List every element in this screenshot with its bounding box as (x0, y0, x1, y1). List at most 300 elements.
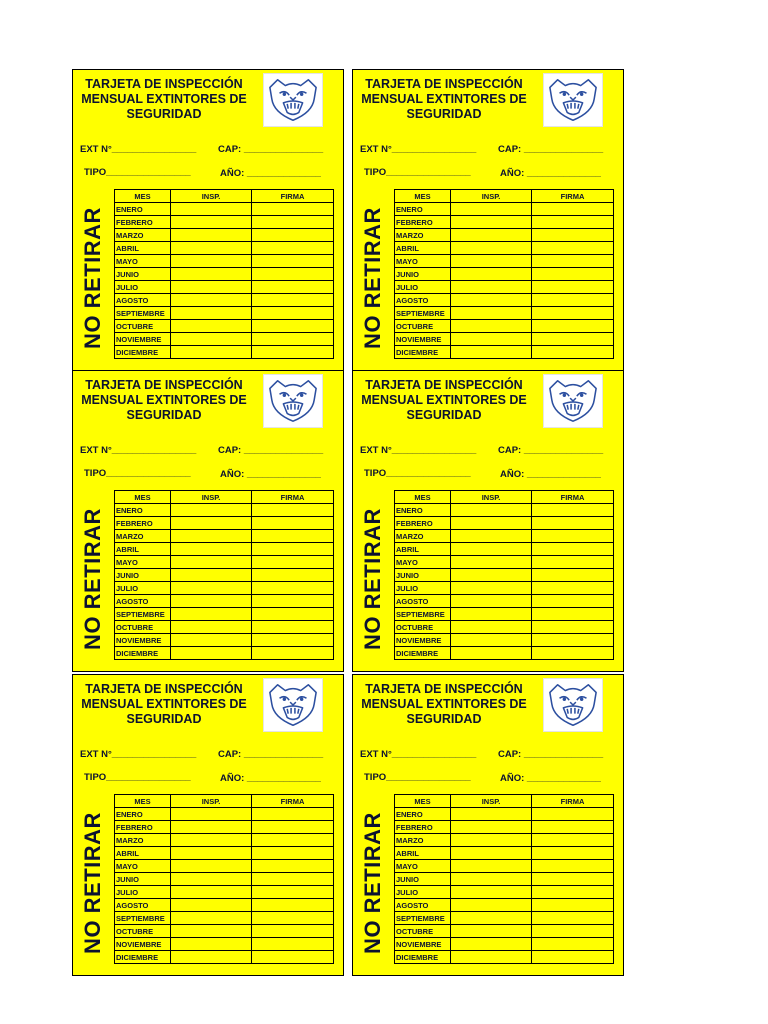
signature-cell (252, 912, 334, 925)
month-cell: MAYO (115, 556, 171, 569)
inspection-cell (451, 268, 532, 281)
month-cell: JUNIO (115, 569, 171, 582)
table-header-row (395, 491, 614, 504)
signature-cell (532, 808, 614, 821)
inspection-cell (171, 320, 252, 333)
column-header-month: MES (115, 190, 171, 203)
column-header-month: MES (395, 491, 451, 504)
ext-number-field: EXT N°________________ (80, 144, 197, 155)
table-row (115, 294, 334, 307)
no-retirar-label: NO RETIRAR (80, 207, 105, 349)
inspection-card (352, 674, 624, 976)
inspection-card (352, 69, 624, 371)
table-header-row (115, 795, 334, 808)
month-cell: OCTUBRE (395, 621, 451, 634)
signature-cell (252, 899, 334, 912)
inspection-cell (171, 268, 252, 281)
signature-cell (532, 203, 614, 216)
table-row (395, 203, 614, 216)
signature-cell (532, 255, 614, 268)
signature-cell (252, 860, 334, 873)
month-cell: JULIO (115, 281, 171, 294)
year-field: AÑO: ______________ (500, 168, 601, 179)
month-cell: NOVIEMBRE (395, 938, 451, 951)
cougar-logo-icon (263, 678, 323, 732)
table-row (115, 582, 334, 595)
signature-cell (532, 346, 614, 359)
ext-number-field: EXT N°________________ (80, 445, 197, 456)
inspection-cell (171, 504, 252, 517)
signature-cell (532, 886, 614, 899)
card-title: TARJETA DE INSPECCIÓN MENSUAL EXTINTORES DE SEGURIDAD (81, 77, 247, 121)
signature-cell (532, 281, 614, 294)
inspection-cell (171, 569, 252, 582)
table-row (115, 860, 334, 873)
signature-cell (252, 294, 334, 307)
column-header-inspection: INSP. (171, 190, 252, 203)
inspection-cell (451, 925, 532, 938)
inspection-cell (451, 530, 532, 543)
table-row (395, 886, 614, 899)
month-cell: AGOSTO (115, 899, 171, 912)
month-cell: DICIEMBRE (395, 951, 451, 964)
table-row (115, 320, 334, 333)
inspection-cell (451, 951, 532, 964)
table-row (395, 216, 614, 229)
signature-cell (252, 556, 334, 569)
table-row (395, 281, 614, 294)
monthly-inspection-table (394, 490, 614, 660)
signature-cell (252, 320, 334, 333)
month-cell: DICIEMBRE (395, 647, 451, 660)
signature-cell (532, 268, 614, 281)
month-cell: MARZO (395, 834, 451, 847)
monthly-inspection-table (394, 794, 614, 964)
signature-cell (532, 543, 614, 556)
table-row (395, 808, 614, 821)
signature-cell (532, 834, 614, 847)
card-title: TARJETA DE INSPECCIÓN MENSUAL EXTINTORES DE SEGURIDAD (361, 682, 527, 726)
signature-cell (252, 886, 334, 899)
signature-cell (252, 543, 334, 556)
inspection-cell (451, 242, 532, 255)
signature-cell (532, 621, 614, 634)
signature-cell (532, 569, 614, 582)
inspection-cell (451, 281, 532, 294)
table-row (395, 821, 614, 834)
inspection-cell (171, 530, 252, 543)
capacity-field: CAP: _______________ (218, 445, 324, 456)
month-cell: JULIO (115, 886, 171, 899)
month-cell: OCTUBRE (395, 320, 451, 333)
inspection-cell (451, 808, 532, 821)
signature-cell (532, 847, 614, 860)
month-cell: ENERO (395, 504, 451, 517)
table-row (395, 530, 614, 543)
table-row (395, 582, 614, 595)
signature-cell (532, 294, 614, 307)
month-cell: OCTUBRE (395, 925, 451, 938)
signature-cell (532, 647, 614, 660)
table-row (395, 307, 614, 320)
table-row (395, 834, 614, 847)
inspection-cell (171, 333, 252, 346)
inspection-cell (451, 834, 532, 847)
inspection-cell (451, 203, 532, 216)
month-cell: ABRIL (395, 847, 451, 860)
inspection-cell (451, 556, 532, 569)
table-row (115, 595, 334, 608)
month-cell: JUNIO (395, 569, 451, 582)
table-row (395, 333, 614, 346)
inspection-cell (171, 808, 252, 821)
table-row (395, 556, 614, 569)
month-cell: ENERO (115, 808, 171, 821)
month-cell: JUNIO (395, 873, 451, 886)
signature-cell (532, 925, 614, 938)
table-row (395, 899, 614, 912)
table-row (115, 333, 334, 346)
card-title: TARJETA DE INSPECCIÓN MENSUAL EXTINTORES DE SEGURIDAD (81, 682, 247, 726)
inspection-cell (451, 621, 532, 634)
table-row (395, 925, 614, 938)
month-cell: OCTUBRE (115, 621, 171, 634)
table-row (115, 886, 334, 899)
table-row (115, 834, 334, 847)
inspection-cell (451, 229, 532, 242)
table-row (115, 569, 334, 582)
month-cell: JULIO (395, 281, 451, 294)
no-retirar-label: NO RETIRAR (360, 508, 385, 650)
signature-cell (252, 517, 334, 530)
inspection-cell (171, 517, 252, 530)
signature-cell (532, 307, 614, 320)
table-row (115, 242, 334, 255)
inspection-cell (171, 281, 252, 294)
month-cell: FEBRERO (115, 517, 171, 530)
month-cell: SEPTIEMBRE (115, 608, 171, 621)
table-row (115, 847, 334, 860)
month-cell: AGOSTO (395, 595, 451, 608)
table-header-row (115, 491, 334, 504)
inspection-cell (451, 847, 532, 860)
column-header-inspection: INSP. (451, 491, 532, 504)
cougar-logo-icon (543, 73, 603, 127)
type-field: TIPO________________ (364, 468, 471, 479)
inspection-cell (171, 582, 252, 595)
table-row (115, 216, 334, 229)
signature-cell (252, 216, 334, 229)
inspection-cell (451, 320, 532, 333)
month-cell: DICIEMBRE (115, 647, 171, 660)
inspection-cell (451, 899, 532, 912)
inspection-cell (171, 847, 252, 860)
table-row (115, 899, 334, 912)
table-row (115, 938, 334, 951)
table-row (115, 268, 334, 281)
month-cell: DICIEMBRE (115, 951, 171, 964)
month-cell: ENERO (395, 808, 451, 821)
signature-cell (252, 847, 334, 860)
inspection-cell (171, 242, 252, 255)
signature-cell (532, 229, 614, 242)
card-title: TARJETA DE INSPECCIÓN MENSUAL EXTINTORES DE SEGURIDAD (361, 77, 527, 121)
table-row (115, 530, 334, 543)
table-header-row (115, 190, 334, 203)
month-cell: ABRIL (395, 543, 451, 556)
capacity-field: CAP: _______________ (498, 144, 604, 155)
signature-cell (252, 925, 334, 938)
ext-number-field: EXT N°________________ (360, 144, 477, 155)
inspection-cell (171, 255, 252, 268)
signature-cell (532, 530, 614, 543)
month-cell: AGOSTO (115, 294, 171, 307)
table-row (395, 229, 614, 242)
column-header-inspection: INSP. (171, 491, 252, 504)
month-cell: OCTUBRE (115, 925, 171, 938)
column-header-signature: FIRMA (532, 795, 614, 808)
month-cell: FEBRERO (115, 821, 171, 834)
table-row (115, 543, 334, 556)
column-header-month: MES (115, 491, 171, 504)
monthly-inspection-table (114, 490, 334, 660)
month-cell: JULIO (395, 886, 451, 899)
table-row (395, 647, 614, 660)
month-cell: NOVIEMBRE (395, 634, 451, 647)
table-row (395, 860, 614, 873)
ext-number-field: EXT N°________________ (360, 445, 477, 456)
no-retirar-label: NO RETIRAR (80, 508, 105, 650)
month-cell: MAYO (395, 255, 451, 268)
signature-cell (532, 595, 614, 608)
table-row (115, 647, 334, 660)
signature-cell (252, 203, 334, 216)
table-row (395, 634, 614, 647)
table-row (395, 938, 614, 951)
inspection-cell (171, 821, 252, 834)
inspection-cell (171, 543, 252, 556)
table-row (395, 346, 614, 359)
signature-cell (252, 333, 334, 346)
table-header-row (395, 795, 614, 808)
month-cell: NOVIEMBRE (115, 938, 171, 951)
column-header-month: MES (115, 795, 171, 808)
month-cell: ENERO (115, 504, 171, 517)
type-field: TIPO________________ (84, 468, 191, 479)
signature-cell (252, 242, 334, 255)
month-cell: MARZO (115, 229, 171, 242)
inspection-cell (171, 608, 252, 621)
inspection-card (72, 370, 344, 672)
year-field: AÑO: ______________ (220, 773, 321, 784)
column-header-inspection: INSP. (171, 795, 252, 808)
table-row (115, 621, 334, 634)
signature-cell (252, 951, 334, 964)
table-row (395, 595, 614, 608)
table-row (115, 255, 334, 268)
inspection-card (72, 69, 344, 371)
month-cell: FEBRERO (395, 821, 451, 834)
capacity-field: CAP: _______________ (498, 749, 604, 760)
signature-cell (252, 530, 334, 543)
signature-cell (252, 647, 334, 660)
month-cell: NOVIEMBRE (115, 634, 171, 647)
inspection-cell (451, 255, 532, 268)
type-field: TIPO________________ (84, 167, 191, 178)
month-cell: JUNIO (115, 268, 171, 281)
inspection-cell (451, 216, 532, 229)
capacity-field: CAP: _______________ (218, 749, 324, 760)
month-cell: MARZO (395, 229, 451, 242)
ext-number-field: EXT N°________________ (80, 749, 197, 760)
month-cell: JUNIO (115, 873, 171, 886)
year-field: AÑO: ______________ (500, 773, 601, 784)
month-cell: MAYO (115, 255, 171, 268)
table-row (395, 951, 614, 964)
signature-cell (252, 281, 334, 294)
signature-cell (532, 556, 614, 569)
table-row (395, 294, 614, 307)
inspection-cell (451, 873, 532, 886)
inspection-cell (451, 569, 532, 582)
inspection-cell (171, 860, 252, 873)
table-row (115, 307, 334, 320)
signature-cell (532, 582, 614, 595)
inspection-cell (171, 925, 252, 938)
signature-cell (252, 268, 334, 281)
inspection-cell (171, 346, 252, 359)
signature-cell (532, 504, 614, 517)
year-field: AÑO: ______________ (220, 168, 321, 179)
column-header-signature: FIRMA (252, 491, 334, 504)
inspection-cell (171, 951, 252, 964)
inspection-cell (451, 647, 532, 660)
signature-cell (532, 873, 614, 886)
signature-cell (532, 608, 614, 621)
capacity-field: CAP: _______________ (218, 144, 324, 155)
table-row (115, 951, 334, 964)
table-header-row (395, 190, 614, 203)
inspection-cell (171, 307, 252, 320)
monthly-inspection-table (394, 189, 614, 359)
inspection-cell (451, 608, 532, 621)
column-header-signature: FIRMA (252, 795, 334, 808)
signature-cell (532, 912, 614, 925)
inspection-cell (451, 821, 532, 834)
month-cell: ABRIL (115, 242, 171, 255)
signature-cell (532, 821, 614, 834)
no-retirar-label: NO RETIRAR (360, 207, 385, 349)
table-row (395, 873, 614, 886)
signature-cell (252, 595, 334, 608)
month-cell: ABRIL (115, 847, 171, 860)
signature-cell (252, 873, 334, 886)
signature-cell (252, 307, 334, 320)
inspection-cell (451, 595, 532, 608)
signature-cell (252, 229, 334, 242)
inspection-cell (451, 912, 532, 925)
table-row (395, 912, 614, 925)
month-cell: SEPTIEMBRE (395, 912, 451, 925)
table-row (115, 808, 334, 821)
inspection-cell (171, 229, 252, 242)
month-cell: SEPTIEMBRE (115, 307, 171, 320)
month-cell: MARZO (395, 530, 451, 543)
table-row (115, 821, 334, 834)
signature-cell (252, 582, 334, 595)
card-title: TARJETA DE INSPECCIÓN MENSUAL EXTINTORES DE SEGURIDAD (361, 378, 527, 422)
table-row (115, 229, 334, 242)
table-row (115, 504, 334, 517)
table-row (115, 517, 334, 530)
cougar-logo-icon (543, 678, 603, 732)
month-cell: ENERO (395, 203, 451, 216)
type-field: TIPO________________ (364, 772, 471, 783)
table-row (115, 912, 334, 925)
inspection-cell (451, 517, 532, 530)
signature-cell (252, 346, 334, 359)
month-cell: JUNIO (395, 268, 451, 281)
table-row (395, 242, 614, 255)
inspection-cell (171, 899, 252, 912)
signature-cell (252, 621, 334, 634)
inspection-cell (451, 543, 532, 556)
table-row (115, 556, 334, 569)
type-field: TIPO________________ (364, 167, 471, 178)
inspection-cell (451, 582, 532, 595)
table-row (395, 543, 614, 556)
table-row (395, 569, 614, 582)
signature-cell (252, 255, 334, 268)
signature-cell (532, 951, 614, 964)
inspection-cell (451, 634, 532, 647)
capacity-field: CAP: _______________ (498, 445, 604, 456)
column-header-month: MES (395, 795, 451, 808)
inspection-cell (171, 621, 252, 634)
inspection-cell (171, 294, 252, 307)
signature-cell (532, 938, 614, 951)
inspection-card-sheet (72, 69, 625, 962)
signature-cell (532, 899, 614, 912)
signature-cell (252, 938, 334, 951)
signature-cell (532, 634, 614, 647)
month-cell: ENERO (115, 203, 171, 216)
month-cell: SEPTIEMBRE (115, 912, 171, 925)
table-row (395, 320, 614, 333)
type-field: TIPO________________ (84, 772, 191, 783)
cougar-logo-icon (263, 374, 323, 428)
month-cell: FEBRERO (395, 517, 451, 530)
month-cell: NOVIEMBRE (395, 333, 451, 346)
column-header-signature: FIRMA (532, 491, 614, 504)
month-cell: ABRIL (115, 543, 171, 556)
month-cell: DICIEMBRE (395, 346, 451, 359)
inspection-cell (171, 912, 252, 925)
table-row (395, 504, 614, 517)
monthly-inspection-table (114, 189, 334, 359)
table-row (115, 608, 334, 621)
inspection-cell (171, 938, 252, 951)
month-cell: MARZO (115, 530, 171, 543)
inspection-cell (171, 886, 252, 899)
table-row (115, 925, 334, 938)
card-title: TARJETA DE INSPECCIÓN MENSUAL EXTINTORES DE SEGURIDAD (81, 378, 247, 422)
monthly-inspection-table (114, 794, 334, 964)
table-row (115, 346, 334, 359)
table-row (395, 517, 614, 530)
inspection-cell (171, 873, 252, 886)
inspection-cell (451, 294, 532, 307)
